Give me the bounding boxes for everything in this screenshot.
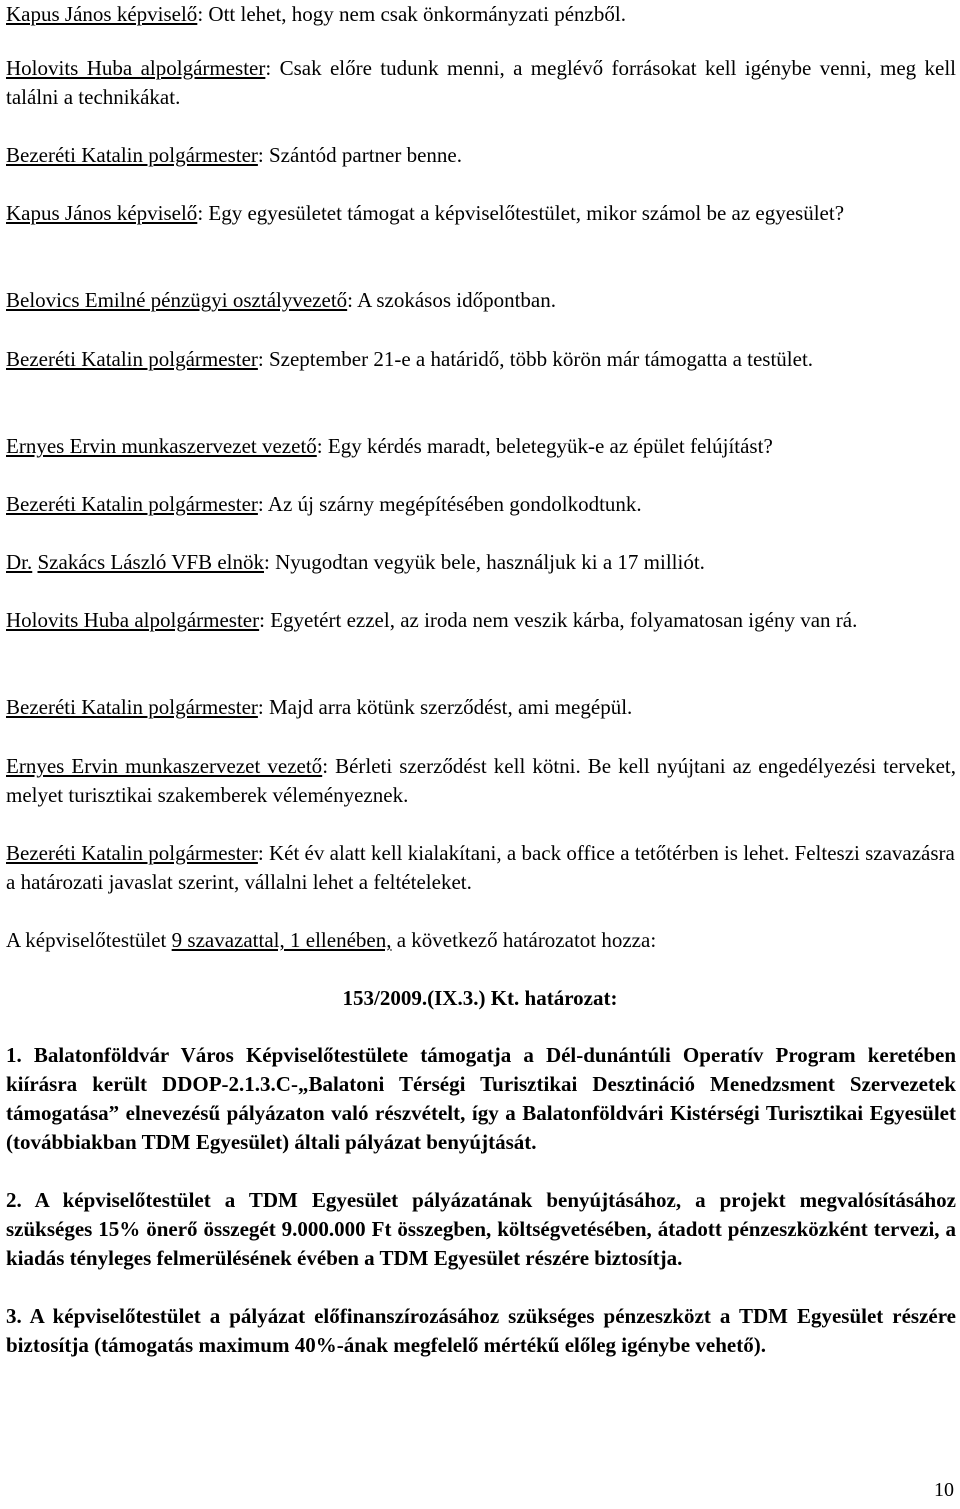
statement-text: Az új szárny megépítésében gondolkodtunk. xyxy=(267,492,642,516)
statement-text: Nyugodtan vegyük bele, használjuk ki a 17 milliót. xyxy=(275,550,705,574)
statement-paragraph: Kapus János képviselő: Ott lehet, hogy nem csak önkormányzati pénzből. xyxy=(6,2,626,26)
resolution-title: 153/2009.(IX.3.) Kt. határozat: xyxy=(342,986,618,1010)
statement-paragraph: Holovits Huba alpolgármester: Csak előre tudunk menni, a meglévő forrásokat kell igénybe venni, meg kell találni a technikákat. xyxy=(6,56,956,109)
resolution-item: 1. Balatonföldvár Város Képviselőtestülete támogatja a Dél-dunántúli Operatív Program keretében kiírásra került DDOP-2.1.3.C-„Balatoni Térségi Turisztikai Desztináció Menedzsment Szervezetek támogatása” elnevezésű pályázaton való részvételt, így a Balatonföldvári Kistérségi Turisztikai Egyesület (továbbiakban TDM Egyesület) általi pályázat benyújtását. xyxy=(6,1043,956,1154)
speaker-name: Bezeréti Katalin polgármester xyxy=(6,841,258,865)
speaker-name: Ernyes Ervin munkaszervezet vezető xyxy=(6,754,323,778)
statement-paragraph: Ernyes Ervin munkaszervezet vezető: Bérleti szerződést kell kötni. Be kell nyújtani az engedélyezési terveket, melyet turisztikai szakemberek véleményeznek. xyxy=(6,754,956,807)
statement-text: Ott lehet, hogy nem csak önkormányzati pénzből. xyxy=(208,2,626,26)
speaker-name: Bezeréti Katalin polgármester xyxy=(6,695,258,719)
statement-text: Egyetért ezzel, az iroda nem veszik kárba, folyamatosan igény van rá. xyxy=(270,608,858,632)
speaker-name: Bezeréti Katalin polgármester xyxy=(6,492,258,516)
speaker-name: Kapus János képviselő xyxy=(6,2,198,26)
statement-text: Egy egyesületet támogat a képviselőtestület, mikor számol be az egyesület? xyxy=(208,201,845,225)
statement-text: Szeptember 21-e a határidő, több körön már támogatta a testület. xyxy=(268,347,814,371)
statement-paragraph: Bezeréti Katalin polgármester: Az új szárny megépítésében gondolkodtunk. xyxy=(6,492,642,516)
statement-paragraph: Ernyes Ervin munkaszervezet vezető: Egy kérdés maradt, beletegyük-e az épület felújítást? xyxy=(6,434,773,458)
statement-paragraph: Bezeréti Katalin polgármester: Szántód partner benne. xyxy=(6,143,462,167)
speaker-name: Holovits Huba alpolgármester xyxy=(6,608,260,632)
statement-text: Bérleti szerződést kell kötni. Be kell nyújtani az engedélyezési terveket, melyet turisztikai szakemberek véleményeznek. xyxy=(6,754,956,807)
speaker-prefix: Dr. xyxy=(6,550,33,574)
vote-paragraph xyxy=(6,926,956,955)
vote-count: 9 szavazattal, 1 ellenében, xyxy=(171,928,392,952)
statement-paragraph: Belovics Emilné pénzügyi osztályvezető: A szokásos időpontban. xyxy=(6,288,556,312)
speaker-name: Belovics Emilné pénzügyi osztályvezető xyxy=(6,288,348,312)
statement-text: Egy kérdés maradt, beletegyük-e az épület felújítást? xyxy=(327,434,773,458)
resolution-item: 3. A képviselőtestület a pályázat előfinanszírozásához szükséges pénzeszközt a TDM Egyesület részére biztosítja (támogatás maximum 40%-ának megfelelő mértékű előleg igénybe vehető). xyxy=(6,1304,956,1357)
statement-text: Szántód partner benne. xyxy=(268,143,462,167)
speaker-name: Holovits Huba alpolgármester xyxy=(6,56,266,80)
vote-text-after: a következő határozatot hozza: xyxy=(396,928,657,952)
statement-text: A szokásos időpontban. xyxy=(357,288,556,312)
statement-text: Két év alatt kell kialakítani, a back office a tetőtérben is lehet. Felteszi szavazásra a határozati javaslat szerint, vállalni lehet a feltételeket. xyxy=(6,841,955,894)
speaker-name: Bezeréti Katalin polgármester xyxy=(6,347,258,371)
statement-paragraph: Bezeréti Katalin polgármester: Szeptember 21-e a határidő, több körön már támogatta a testület. xyxy=(6,347,814,371)
speaker-name: Kapus János képviselő xyxy=(6,201,198,225)
statement-paragraph: Bezeréti Katalin polgármester: Két év alatt kell kialakítani, a back office a tetőtérben is lehet. Felteszi szavazásra a határozati javaslat szerint, vállalni lehet a feltételeket. xyxy=(6,841,955,894)
statement-paragraph: Dr. Szakács László VFB elnök: Nyugodtan vegyük bele, használjuk ki a 17 milliót. xyxy=(6,550,705,574)
resolution-item: 2. A képviselőtestület a TDM Egyesület pályázatának benyújtásához, a projekt megvalósításához szükséges 15% önerő összegét 9.000.000 Ft összegben, költségvetésében, átadott pénzeszközként tervezi, a kiadás tényleges felmerülésének évében a TDM Egyesület részére biztosítja. xyxy=(6,1188,956,1270)
page-number: 10 xyxy=(934,1479,954,1501)
statement-text: Csak előre tudunk menni, a meglévő forrásokat kell igénybe venni, meg kell találni a technikákat. xyxy=(6,56,956,109)
vote-text-before: A képviselőtestület xyxy=(6,928,167,952)
statement-paragraph: Holovits Huba alpolgármester: Egyetért ezzel, az iroda nem veszik kárba, folyamatosan igény van rá. xyxy=(6,608,858,632)
speaker-name: Bezeréti Katalin polgármester xyxy=(6,143,258,167)
statement-paragraph: Bezeréti Katalin polgármester: Majd arra kötünk szerződést, ami megépül. xyxy=(6,695,633,719)
statement-paragraph: Kapus János képviselő: Egy egyesületet támogat a képviselőtestület, mikor számol be az egyesület? xyxy=(6,201,845,225)
speaker-name: Ernyes Ervin munkaszervezet vezető xyxy=(6,434,317,458)
statement-text: Majd arra kötünk szerződést, ami megépül. xyxy=(268,695,633,719)
speaker-name: Szakács László VFB elnök xyxy=(37,550,264,574)
